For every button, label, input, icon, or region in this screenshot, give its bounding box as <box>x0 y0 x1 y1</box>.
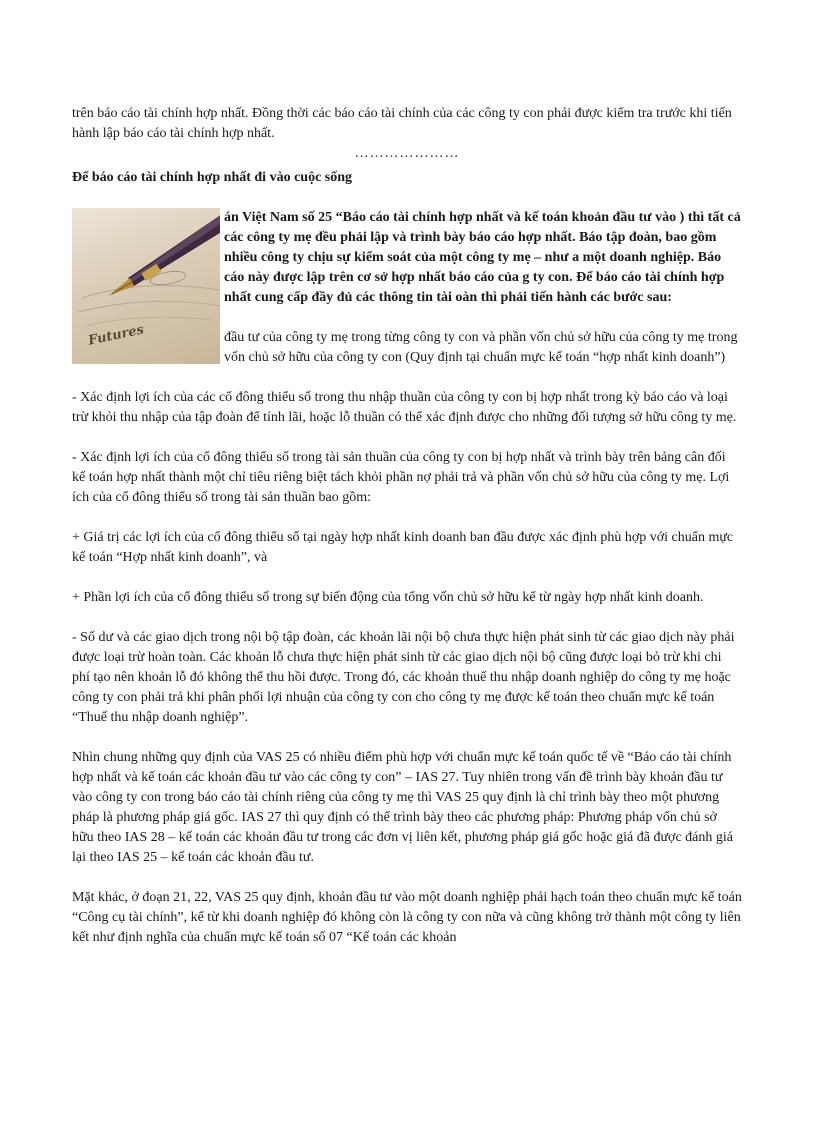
paragraph-step-4: - Số dư và các giao dịch trong nội bộ tập đoàn, các khoản lãi nội bộ chưa thực hiện phát sinh từ các giao dịch này phải được loại trừ hoàn toàn. Các khoản lỗ chưa thực hiện phát sinh từ các giao dịch nội bộ cũng được loại bỏ trừ khi chi phí tạo nên khoản lỗ đó không thể thu hồi được. Trong đó, các khoản thuế thu nhập doanh nghiệp do công ty mẹ hoặc công ty con phải trả khi phân phối lợi nhuận của công ty con cho công ty mẹ được kế toán theo chuẩn mực kế toán “Thuế thu nhập doanh nghiệp”. <box>72 630 735 725</box>
paragraph-step-1: đầu tư của công ty mẹ trong từng công ty con và phần vốn chủ sở hữu của công ty mẹ trong vốn chủ sở hữu của công ty con (Quy định tại chuẩn mực kế toán “hợp nhất kinh doanh”) <box>224 330 738 365</box>
paragraph-step-2: - Xác định lợi ích của các cổ đông thiểu số trong thu nhập thuần của công ty con bị hợp nhất trong kỳ báo cáo và loại trừ khỏi thu nhập của tập đoàn để tính lãi, hoặc lỗ thuần có thể xác định được cho những đối tượng sở hữu công ty mẹ. <box>72 390 737 425</box>
paragraph-item-2: + Phần lợi ích của cổ đông thiểu số trong sự biến động của tổng vốn chủ sở hữu kể từ ngày hợp nhất kinh doanh. <box>72 590 704 605</box>
fountain-pen-photo <box>72 208 220 364</box>
paragraph-comparison: Nhìn chung những quy định của VAS 25 có nhiều điểm phù hợp với chuẩn mực kế toán quốc tế về “Báo cáo tài chính hợp nhất và kế toán các khoản đầu tư vào các công ty con” – IAS 27. Tuy nhiên trong vấn đề trình bày khoản đầu tư vào công ty con trong báo cáo tài chính riêng của công ty mẹ thì VAS 25 quy định là chỉ trình bày theo một phương pháp là phương pháp giá gốc. IAS 27 thì quy định có thể trình bày theo các phương pháp: Phương pháp vốn chủ sở hữu theo IAS 28 – kế toán các khoản đầu tư trong các đơn vị liên kết, phương pháp giá gốc hoặc giá đã được đánh giá lại theo IAS 25 – kế toán các khoản đầu tư. <box>72 750 733 865</box>
section-separator: ………………… <box>354 146 460 161</box>
document-page <box>72 104 742 948</box>
image-caption: Futures <box>86 322 146 349</box>
paragraph-step-3: - Xác định lợi ích của cổ đông thiểu số trong tài sản thuần của công ty con bị hợp nhất và trình bày trên bảng cân đối kế toán hợp nhất thành một chỉ tiêu riêng biệt tách khỏi phần nợ phải trả và phần vốn chủ sở hữu của công ty mẹ. Lợi ích của cổ đông thiểu số trong tài sản thuần bao gồm: <box>72 450 730 505</box>
lead-paragraph: án Việt Nam số 25 “Báo cáo tài chính hợp nhất và kế toán khoản đầu tư vào ) thì tất cả các công ty mẹ đều phải lập và trình bày báo cáo hợp nhất. Báo tập đoàn, bao gồm nhiều công ty chịu sự kiểm soát của một công ty mẹ – như a một doanh nghiệp. Báo cáo này được lập trên cơ sở hợp nhất báo cáo của g ty con. Để báo cáo tài chính hợp nhất cung cấp đầy đủ các thông tin tài oàn thì phải tiến hành các bước sau: <box>224 210 741 305</box>
section-heading: Để báo cáo tài chính hợp nhất đi vào cuộc sống <box>72 170 353 185</box>
paragraph-item-1: + Giá trị các lợi ích của cổ đông thiểu số tại ngày hợp nhất kinh doanh ban đầu được xác định phù hợp với chuẩn mực kế toán “Hợp nhất kinh doanh”, và <box>72 530 734 565</box>
intro-paragraph: trên báo cáo tài chính hợp nhất. Đồng thời các báo cáo tài chính của các công ty con phải được kiểm tra trước khi tiến hành lập báo cáo tài chính hợp nhất. <box>72 106 732 141</box>
paragraph-continuation: Mặt khác, ở đoạn 21, 22, VAS 25 quy định, khoản đầu tư vào một doanh nghiệp phải hạch toán theo chuẩn mực kế toán “Công cụ tài chính”, kể từ khi doanh nghiệp đó không còn là công ty con nữa và cũng không trở thành một công ty liên kết như định nghĩa của chuẩn mực kế toán số 07 “Kế toán các khoản <box>72 890 742 945</box>
